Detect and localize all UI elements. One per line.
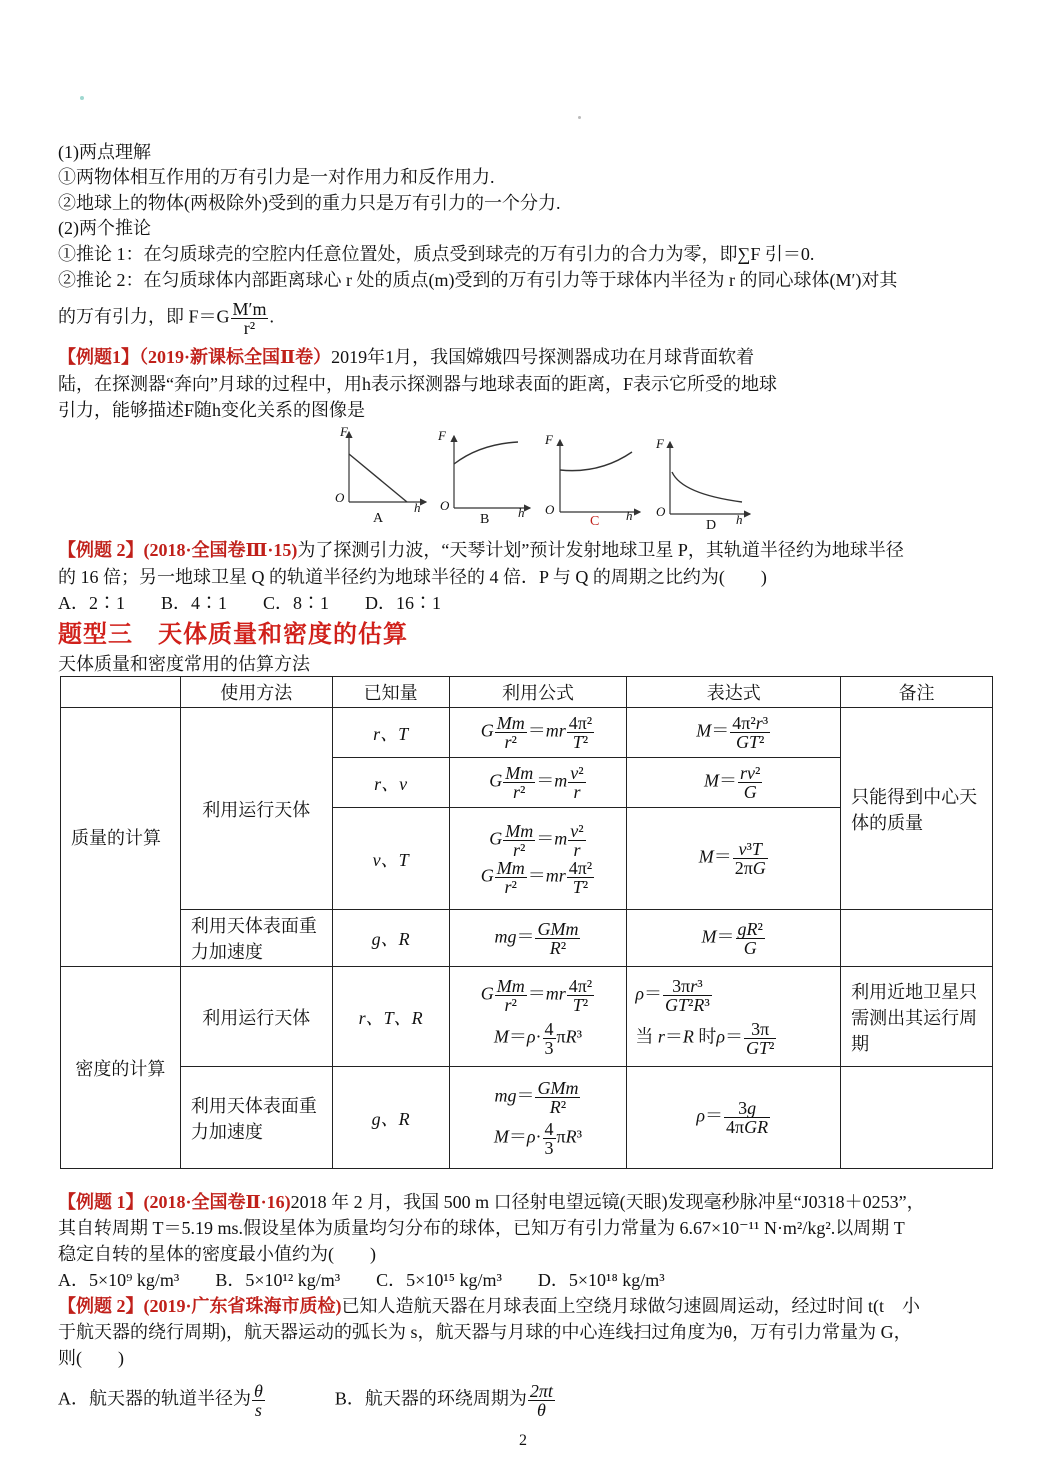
graph-a-curve — [349, 454, 407, 502]
table-row — [61, 1067, 993, 1169]
example-text: 已知人造航天器在月球表面上空绕月球做匀速圆周运动，经过时间 t(t 小 — [341, 1296, 920, 1316]
two-inferences-title: (2)两个推论 — [58, 218, 151, 238]
formula-cell: mg＝ $\frac{\text{GMm}}{\text{R²}}$ — [449, 910, 627, 967]
formula-cell: mg＝ $\frac{\text{GMm}}{\text{R²}}$ M＝ρ· $\frac{4}{3}$ πR³ — [449, 1067, 627, 1169]
inference-2b — [58, 300, 274, 337]
example2b-line2: 于航天器的绕行周期)，航天器运动的弧长为 s，航天器与月球的中心连线扫过角度为θ，万有引力常量为 G， — [58, 1322, 912, 1342]
row-label-density: 密度的计算 — [61, 967, 181, 1169]
known-cell — [332, 1067, 449, 1169]
graph-label-a: A — [373, 511, 384, 526]
formula-cell: G $\frac{Mm}{\text{r²}}$ ＝mr $\frac{\text{4π²}}{\text{T²}}$ M＝ρ· $\frac{4}{3}$ πR³ — [449, 967, 627, 1067]
graph-c — [560, 440, 640, 512]
graph-c-curve — [560, 452, 632, 471]
example1a-line2: 陆，在探测器“奔向”月球的过程中，用h表示探测器与地球表面的距离，F表示它所受的地球 — [58, 374, 777, 394]
example-tag: 【例题1】（2019·新课标全国Ⅱ卷） — [58, 347, 332, 367]
fraction-numerator: 2πt — [529, 1381, 553, 1401]
graph-label-b: B — [480, 512, 490, 527]
expression-cell: M＝ $\frac{\text{rv²}}{G}$ — [627, 758, 841, 808]
example1b-line2: 其自转周期 T＝5.19 ms.假设星体为质量均匀分布的球体，已知万有引力常量为 6.67×10⁻¹¹ N·m²/kg².以周期 T — [58, 1218, 905, 1238]
graph-label-c: C — [590, 514, 600, 529]
row-label-mass: 质量的计算 — [61, 708, 181, 967]
inference-2b-end: . — [269, 306, 274, 327]
note-cell-empty — [841, 910, 993, 967]
known-value: r、T、R — [358, 1007, 423, 1028]
graph-a — [349, 432, 426, 502]
example1b-line1 — [58, 1190, 925, 1214]
table-header-row — [61, 677, 993, 708]
expression-cell: M＝ $\frac{\text{v³T}}{2\pi G}$ — [627, 808, 841, 910]
origin-label: O — [335, 490, 345, 505]
option-a-fraction — [252, 1382, 265, 1419]
option-b-text: B．航天器的环绕周期为 — [334, 1388, 527, 1409]
axis-f-label: F — [656, 436, 664, 451]
fraction-denominator: θ — [536, 1400, 546, 1420]
example-text: 2018 年 2 月，我国 500 m 口径射电望远镜(天眼)发现毫秒脉冲星“J0318＋0253”， — [290, 1192, 925, 1212]
axis-h-label: h — [626, 508, 633, 523]
note-cell-empty — [841, 1067, 993, 1169]
graph-b-curve — [454, 442, 518, 464]
two-points-title: (1)两点理解 — [58, 142, 151, 162]
fraction-denominator: r² — [243, 318, 256, 338]
formula-cell: G $\frac{Mm}{\text{r²}}$ ＝mr $\frac{\text{4π²}}{\text{T²}}$ — [449, 708, 627, 758]
example1a-line3: 引力，能够描述F随h变化关系的图像是 — [58, 400, 366, 420]
example-tag: 【例题 2】(2019·广东省珠海市质检) — [58, 1296, 342, 1316]
header-cell: 已知量 — [332, 677, 449, 708]
example2b-line3: 则( ) — [58, 1348, 124, 1368]
point-2: ②地球上的物体(两极除外)受到的重力只是万有引力的一个分力. — [58, 193, 561, 213]
example2a-line1 — [58, 538, 904, 562]
example-tag: 【例题 1】(2018·全国卷Ⅱ·16) — [58, 1192, 291, 1212]
known-value: r、v — [374, 773, 408, 794]
point-1: ①两物体相互作用的万有引力是一对作用力和反作用力. — [58, 167, 495, 187]
example-text: 为了探测引力波，“天琴计划”预计发射地球卫星 P，其轨道半径约为地球半径 — [297, 540, 904, 560]
method-cell: 利用天体表面重力加速度 — [180, 1067, 332, 1169]
graph-b — [454, 436, 530, 508]
table-row — [61, 708, 993, 758]
known-cell — [332, 708, 449, 758]
scan-mark — [578, 116, 581, 119]
axis-h-label: h — [414, 500, 421, 515]
origin-label: O — [545, 502, 555, 517]
known-value: g、R — [371, 1108, 410, 1129]
example2b-line1 — [58, 1294, 920, 1318]
expression-cell: M＝ $\frac{\text{gR²}}{G}$ — [627, 910, 841, 967]
inference-2-fraction — [231, 300, 269, 337]
table-caption: 天体质量和密度常用的估算方法 — [58, 654, 310, 674]
fraction-numerator: M′m — [232, 299, 267, 319]
page-number: 2 — [519, 1432, 527, 1449]
header-cell — [61, 677, 181, 708]
known-cell — [332, 967, 449, 1067]
graph-d-curve — [672, 472, 742, 502]
estimation-table — [60, 676, 993, 1169]
graph-d — [670, 442, 750, 514]
method-cell: 利用运行天体 — [180, 967, 332, 1067]
known-cell — [332, 808, 449, 910]
known-value: v、T — [372, 849, 409, 870]
example2a-options: A．2∶1 B．4∶1 C．8∶1 D．16∶1 — [58, 593, 442, 613]
inference-1: ①推论 1：在匀质球壳的空腔内任意位置处，质点受到球壳的万有引力的合力为零，即∑F 引＝0. — [58, 244, 815, 264]
fraction-numerator: θ — [254, 1381, 263, 1401]
example2b-options — [58, 1382, 556, 1419]
formula-cell: G $\frac{Mm}{\text{r²}}$ ＝m $\frac{\text{v²}}{r}$ — [449, 758, 627, 808]
example1a-line1 — [58, 345, 754, 369]
inference-2a: ②推论 2：在匀质球体内部距离球心 r 处的质点(m)受到的万有引力等于球体内半径为 r 的同心球体(M′)对其 — [58, 270, 898, 290]
axis-h-label: h — [736, 512, 743, 527]
header-cell: 备注 — [841, 677, 993, 708]
origin-label: O — [656, 504, 666, 519]
section-heading: 题型三 天体质量和密度的估算 — [58, 622, 408, 648]
axis-h-label: h — [518, 505, 525, 520]
known-cell — [332, 910, 449, 967]
graph-label-d: D — [706, 518, 717, 533]
fraction-denominator: s — [254, 1400, 262, 1420]
header-cell: 表达式 — [627, 677, 841, 708]
table-row — [61, 910, 993, 967]
inference-2b-text: 的万有引力，即 F＝G — [58, 306, 230, 327]
option-b-fraction — [528, 1382, 555, 1419]
example-text: 2019年1月，我国嫦娥四号探测器成功在月球背面软着 — [331, 347, 755, 367]
example1b-line3: 稳定自转的星体的密度最小值约为( ) — [58, 1244, 376, 1264]
origin-label: O — [440, 498, 450, 513]
formula-cell: G $\frac{Mm}{\text{r²}}$ ＝m $\frac{\text{v²}}{r}$ G $\frac{Mm}{\text{r²}}$ ＝mr $\frac{\text{4π²}}{\text{T²}}$ — [449, 808, 627, 910]
table-row — [61, 967, 993, 1067]
note-cell: 只能得到中心天体的质量 — [841, 708, 993, 910]
axis-f-label: F — [438, 428, 446, 443]
expression-cell: ρ＝ $\frac{\text{3πr³}}{\text{GT²R³}}$ 当 r＝R 时ρ＝ $\frac{3\pi}{\text{GT²}}$ — [627, 967, 841, 1067]
known-cell — [332, 758, 449, 808]
known-value: g、R — [371, 929, 410, 949]
expression-cell: M＝ $\frac{\text{4π²r³}}{\text{GT²}}$ — [627, 708, 841, 758]
header-cell: 使用方法 — [180, 677, 332, 708]
example2a-line2: 的 16 倍；另一地球卫星 Q 的轨道半径约为地球半径的 4 倍．P 与 Q 的周期之比约为( ) — [58, 567, 767, 587]
axis-f-label: F — [545, 432, 553, 447]
known-value: r、T — [373, 723, 409, 744]
header-cell: 利用公式 — [449, 677, 627, 708]
scan-mark — [80, 96, 84, 100]
method-cell: 利用天体表面重力加速度 — [180, 910, 332, 967]
axis-f-label: F — [340, 424, 348, 439]
method-cell: 利用运行天体 — [180, 708, 332, 910]
expression-cell: ρ＝ $\frac{3g}{\text{4πGR}}$ — [627, 1067, 841, 1169]
note-cell: 利用近地卫星只需测出其运行周期 — [841, 967, 993, 1067]
example1b-options: A．5×10⁹ kg/m³ B．5×10¹² kg/m³ C．5×10¹⁵ kg/m³ D．5×10¹⁸ kg/m³ — [58, 1270, 665, 1290]
option-a-text: A．航天器的轨道半径为 — [58, 1388, 251, 1409]
example-tag: 【例题 2】(2018·全国卷Ⅲ·15) — [58, 540, 298, 560]
